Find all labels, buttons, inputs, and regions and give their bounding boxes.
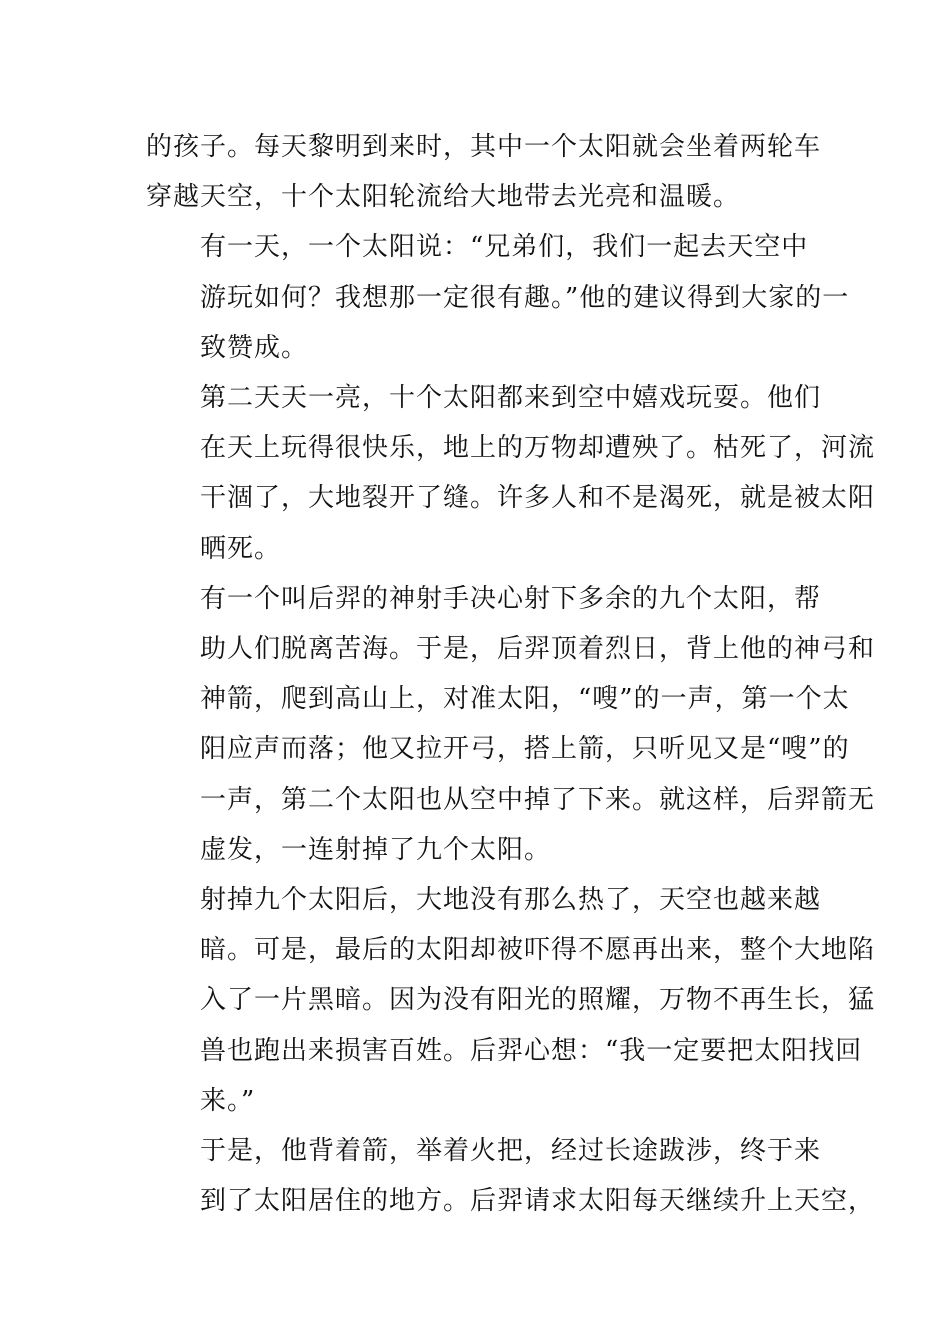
text-line: 来。” (200, 1085, 256, 1116)
text-line: 一声，第二个太阳也从空中掉了下来。就这样，后羿箭无 (200, 784, 876, 815)
text-line: 有一个叫后羿的神射手决心射下多余的九个太阳，帮 (200, 583, 822, 614)
text-line: 于是，他背着箭，举着火把，经过长途跋涉，终于来 (200, 1136, 822, 1167)
text-line: 干涸了，大地裂开了缝。许多人和不是渴死，就是被太阳 (200, 483, 876, 514)
text-line: 穿越天空，十个太阳轮流给大地带去光亮和温暖。 (146, 182, 741, 213)
text-line: 兽也跑出来损害百姓。后羿心想：“我一定要把太阳找回 (200, 1035, 863, 1066)
paragraph-3 (146, 373, 876, 574)
text-line: 第二天天一亮，十个太阳都来到空中嬉戏玩耍。他们 (200, 383, 822, 414)
paragraph-1 (146, 122, 822, 222)
paragraph-5 (146, 875, 876, 1126)
text-line: 在天上玩得很快乐，地上的万物却遭殃了。枯死了，河流 (200, 433, 876, 464)
text-line: 暗。可是，最后的太阳却被吓得不愿再出来，整个大地陷 (200, 935, 876, 966)
text-line: 入了一片黑暗。因为没有阳光的照耀，万物不再生长，猛 (200, 985, 876, 1016)
text-line: 晒死。 (200, 533, 282, 564)
text-line: 致赞成。 (200, 332, 309, 363)
paragraph-4 (146, 574, 876, 875)
text-line: 阳应声而落；他又拉开弓，搭上箭，只听见又是“嗖”的 (200, 734, 850, 765)
paragraph-6 (146, 1126, 876, 1226)
text-line: 有一天，一个太阳说：“兄弟们，我们一起去天空中 (200, 232, 809, 263)
text-line: 到了太阳居住的地方。后羿请求太阳每天继续升上天空， (200, 1186, 876, 1217)
text-line: 射掉九个太阳后，大地没有那么热了，天空也越来越 (200, 885, 822, 916)
text-line: 的孩子。每天黎明到来时，其中一个太阳就会坐着两轮车 (146, 132, 822, 162)
document-body (146, 122, 876, 1226)
text-line: 游玩如何？我想那一定很有趣。”他的建议得到大家的一 (200, 282, 850, 313)
text-line: 助人们脱离苦海。于是，后羿顶着烈日，背上他的神弓和 (200, 634, 876, 665)
text-line: 神箭，爬到高山上，对准太阳，“嗖”的一声，第一个太 (200, 684, 850, 715)
text-line: 虚发，一连射掉了九个太阳。 (200, 834, 552, 865)
paragraph-2 (146, 222, 850, 373)
